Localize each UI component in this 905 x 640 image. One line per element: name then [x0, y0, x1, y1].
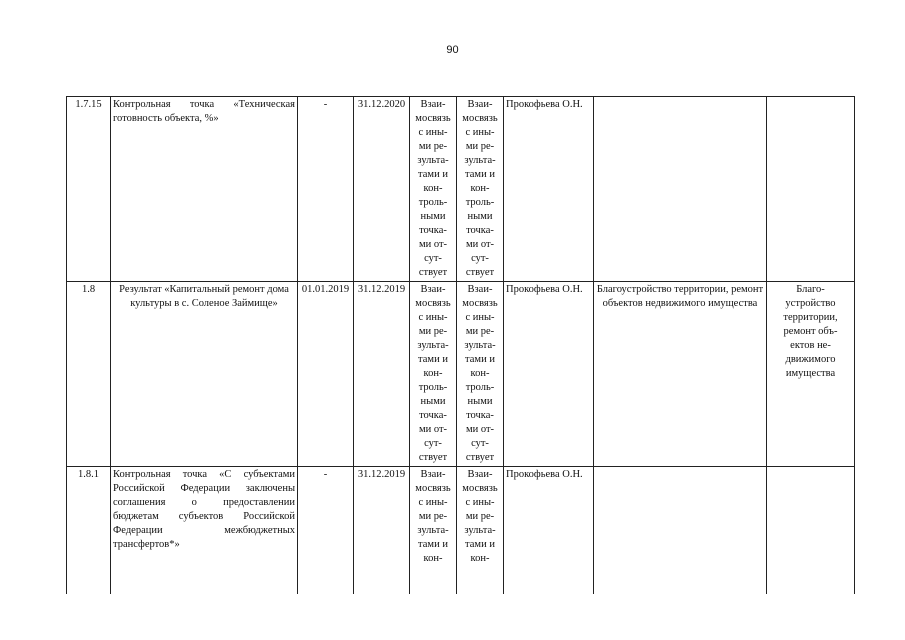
row-relation-1: Взаи- мосвязь с ины- ми ре- зульта- тами и кон- троль- ными точка- ми от- сут- ствует [410, 282, 457, 467]
table-viewport [66, 96, 856, 594]
row-responsible: Прокофьева О.Н. [504, 282, 594, 467]
table-row [67, 282, 855, 467]
table-row [67, 467, 855, 595]
row-name: Результат «Капитальный ремонт дома культуры в с. Соленое Займище» [111, 282, 298, 467]
row-result: Благоустройство территории, ремонт объектов недвижимого имущества [594, 282, 767, 467]
row-name: Контрольная точка «С субъектами Российской Федерации заключены соглашения о предоставлении бюджетам субъектов Российской Федерации межбюджетных трансфертов*» [111, 467, 298, 595]
row-end-date: 31.12.2020 [354, 97, 410, 282]
row-result [594, 467, 767, 595]
row-end-date: 31.12.2019 [354, 467, 410, 595]
page-number: 90 [446, 44, 459, 56]
row-start-date: 01.01.2019 [298, 282, 354, 467]
row-relation-2: Взаи- мосвязь с ины- ми ре- зульта- тами и кон- троль- ными точка- ми от- сут- ствует [457, 97, 504, 282]
row-extra: Благо- устройство территории, ремонт объ- ектов не- движимого имущества [767, 282, 855, 467]
row-extra [767, 97, 855, 282]
row-end-date: 31.12.2019 [354, 282, 410, 467]
row-number: 1.8 [67, 282, 111, 467]
row-number: 1.7.15 [67, 97, 111, 282]
table-row [67, 97, 855, 282]
row-relation-2: Взаи- мосвязь с ины- ми ре- зульта- тами и кон- [457, 467, 504, 595]
row-start-date: - [298, 467, 354, 595]
row-name: Контрольная точка «Техническая готовность объекта, %» [111, 97, 298, 282]
row-number: 1.8.1 [67, 467, 111, 595]
row-start-date: - [298, 97, 354, 282]
row-relation-1: Взаи- мосвязь с ины- ми ре- зульта- тами и кон- троль- ными точка- ми от- сут- ствует [410, 97, 457, 282]
row-responsible: Прокофьева О.Н. [504, 97, 594, 282]
row-relation-2: Взаи- мосвязь с ины- ми ре- зульта- тами и кон- троль- ными точка- ми от- сут- ствует [457, 282, 504, 467]
row-relation-1: Взаи- мосвязь с ины- ми ре- зульта- тами и кон- [410, 467, 457, 595]
row-extra [767, 467, 855, 595]
plan-table [66, 96, 855, 594]
row-responsible: Прокофьева О.Н. [504, 467, 594, 595]
row-result [594, 97, 767, 282]
